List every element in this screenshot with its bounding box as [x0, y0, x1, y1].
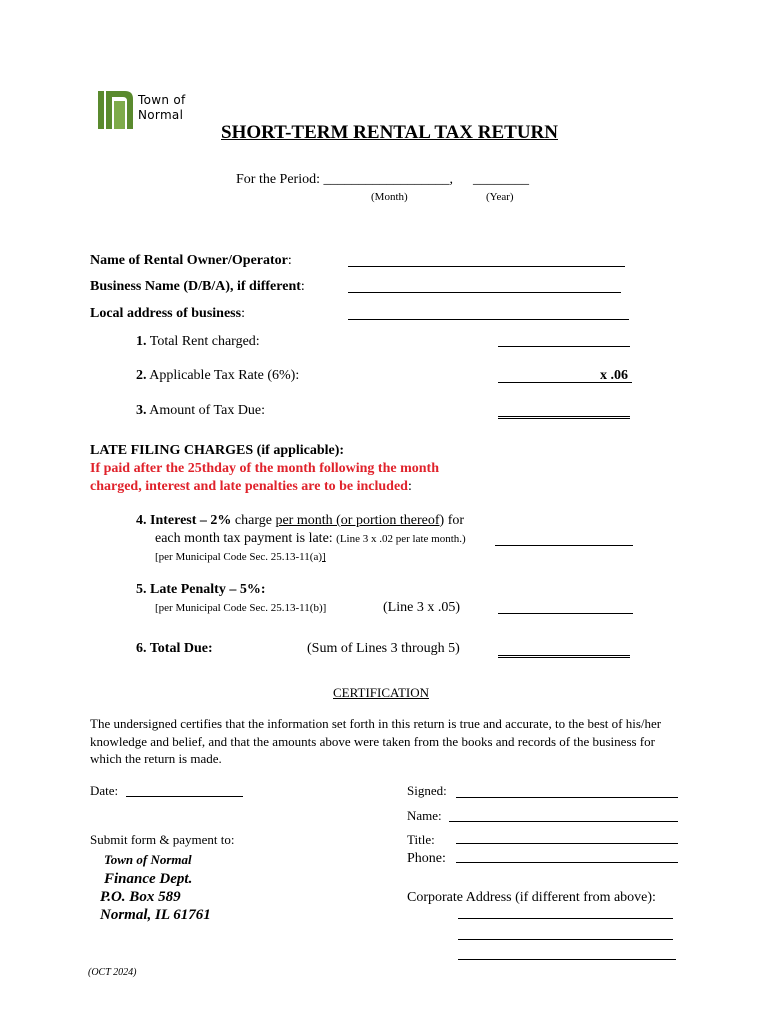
submit-dept: Finance Dept. [104, 871, 193, 887]
owner-label-text: Name of Rental Owner/Operator [90, 253, 288, 268]
period-month-input[interactable] [330, 170, 460, 186]
total-rent-input[interactable] [498, 330, 630, 346]
interest-line1 [136, 513, 464, 529]
certification-text-2: knowledge and belief, and that the amounts above were taken from the books and records of the business for [90, 734, 655, 749]
signed-label: Signed: [407, 783, 447, 798]
phone-label: Phone: [407, 851, 446, 866]
period-year-blank: ________ [473, 172, 529, 187]
certification-text-1: The undersigned certifies that the information set forth in this return is true and accurate, to the best of his/her [90, 716, 662, 731]
business-line [348, 292, 621, 293]
interest-line2 [155, 531, 466, 547]
corporate-address-label: Corporate Address (if different from above): [407, 890, 656, 905]
total-double-underline [498, 655, 630, 658]
submit-box: P.O. Box 589 [100, 889, 181, 905]
address-label [90, 306, 245, 322]
address-label-colon: : [241, 306, 245, 321]
line1-num: 1. [136, 334, 147, 349]
line3-label [136, 403, 265, 419]
late-warning-line2 [90, 479, 412, 495]
name-line [449, 821, 678, 822]
interest-line2-text: each month tax payment is late [155, 531, 329, 546]
interest-code [155, 551, 326, 563]
certification-text-3: which the return is made. [90, 751, 222, 766]
penalty-code: [per Municipal Code Sec. 25.13-11(b)] [155, 602, 327, 614]
corporate-address-input-2[interactable] [458, 923, 673, 939]
total-calc: (Sum of Lines 3 through 5) [307, 641, 460, 656]
date-line [126, 796, 243, 797]
interest-num: 4. [136, 513, 147, 528]
penalty-underline [498, 613, 633, 614]
owner-label-colon: : [287, 253, 292, 268]
line1-underline [498, 346, 630, 347]
title-input[interactable] [456, 827, 678, 843]
date-label: Date: [90, 783, 119, 798]
late-warning-colon: : [407, 479, 412, 494]
corporate-address-input-1[interactable] [458, 902, 673, 918]
name-label: Name: [407, 808, 442, 823]
penalty-calc: (Line 3 x .05) [383, 600, 460, 615]
submit-label: Submit form & payment to: [90, 832, 235, 847]
name-input[interactable] [449, 805, 678, 821]
certification-heading: CERTIFICATION [333, 685, 429, 700]
owner-line [348, 266, 625, 267]
interest-charge: charge [231, 513, 276, 528]
tax-due-input[interactable] [498, 400, 630, 416]
interest-calc: (Line 3 x .02 per late month.) [336, 533, 466, 545]
interest-per-month: per month (or portion thereof [275, 513, 440, 528]
line2-label [136, 368, 299, 384]
line3-num: 3. [136, 403, 147, 418]
interest-line2-colon: : [328, 531, 333, 546]
revision-date: (OCT 2024) [88, 967, 137, 978]
interest-code-close: ] [322, 551, 326, 563]
owner-label [90, 253, 292, 269]
phone-line [456, 862, 678, 863]
address-input[interactable] [348, 303, 629, 319]
business-label [90, 279, 305, 295]
interest-code-text: [per Municipal Code Sec. 25.13-11(a) [155, 551, 322, 563]
interest-underline [495, 545, 633, 546]
line1-text: Total Rent charged: [149, 334, 260, 349]
phone-input[interactable] [456, 846, 678, 862]
owner-input[interactable] [348, 250, 625, 266]
penalty-label-text: Late Penalty – 5%: [150, 582, 266, 597]
logo-text-line2: Normal [138, 108, 184, 122]
line3-double-underline [498, 416, 630, 419]
interest-input[interactable] [495, 529, 633, 545]
late-warning-line2-text: charged, interest and late penalties are to be included [90, 479, 408, 494]
line2-text: Applicable Tax Rate (6%): [149, 368, 300, 383]
total-label [136, 641, 213, 657]
year-caption: (Year) [486, 191, 514, 203]
title-label: Title: [407, 832, 435, 847]
tax-rate-value: x .06 [600, 368, 628, 383]
penalty-label [136, 582, 265, 598]
business-input[interactable] [348, 276, 621, 292]
corporate-line-2 [458, 939, 673, 940]
page-title: SHORT-TERM RENTAL TAX RETURN [221, 122, 558, 143]
interest-for: ) for [439, 513, 465, 528]
corporate-address-input-3[interactable] [458, 943, 676, 959]
penalty-num: 5. [136, 582, 147, 597]
total-due-input[interactable] [498, 639, 630, 655]
town-logo [97, 89, 197, 131]
line3-text: Amount of Tax Due: [149, 403, 266, 418]
penalty-input[interactable] [498, 597, 633, 613]
address-label-text: Local address of business [90, 306, 242, 321]
period-year-input[interactable] [473, 170, 533, 186]
submit-city: Normal, IL 61761 [100, 907, 211, 923]
business-label-text: Business Name (D/B/A), if different [90, 279, 301, 294]
month-caption: (Month) [371, 191, 408, 203]
logo-text-line1: Town of [138, 93, 186, 107]
town-logo-mark-icon [97, 89, 137, 131]
address-line [348, 319, 629, 320]
signed-input[interactable] [456, 781, 678, 797]
signed-line [456, 797, 678, 798]
corporate-line-1 [458, 918, 673, 919]
period-label: For the Period: __________________, [236, 172, 453, 187]
late-heading: LATE FILING CHARGES (if applicable): [90, 443, 345, 458]
total-label-text: Total Due: [149, 641, 213, 656]
corporate-line-3 [458, 959, 676, 960]
total-num: 6. [136, 641, 147, 656]
interest-label: Interest – 2% [150, 513, 232, 528]
date-input[interactable] [126, 780, 243, 796]
submit-org: Town of Normal [104, 852, 192, 867]
late-warning-line1: If paid after the 25thday of the month following the month [90, 461, 439, 476]
title-line [456, 843, 678, 844]
business-label-colon: : [300, 279, 305, 294]
line1-label [136, 334, 260, 350]
line2-num: 2. [136, 368, 147, 383]
